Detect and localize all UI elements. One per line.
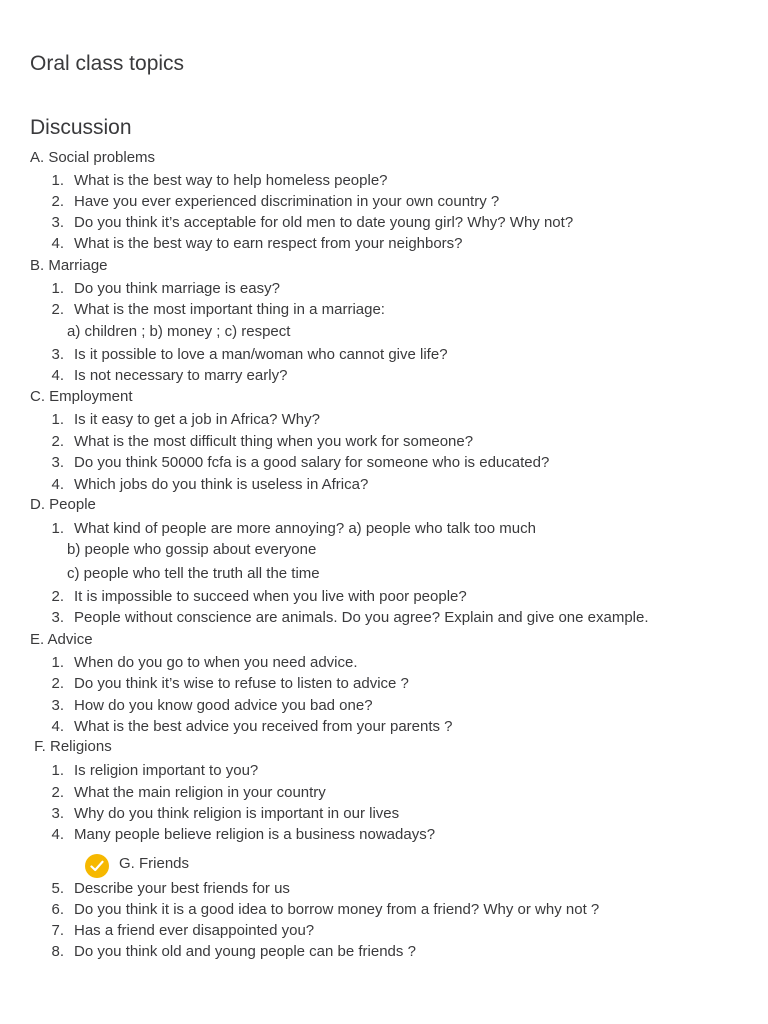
sub-item-option-c: c) people who tell the truth all the time: [67, 565, 320, 582]
section-heading-marriage: B. Marriage: [30, 257, 108, 274]
sub-item-options: a) children ; b) money ; c) respect: [67, 323, 291, 340]
sub-item-option-b: b) people who gossip about everyone: [67, 541, 317, 558]
section-heading-people: D. People: [30, 496, 96, 513]
section-heading-employment: C. Employment: [30, 388, 133, 405]
section-title: Discussion: [30, 116, 132, 139]
document-page: Oral class topics Discussion A. Social problems 1. What is the best way to help homeless people? 2. Have you ever experienced discrimination in your own country ? 3. Do you think it’s acceptable for old men to date young girl? Why? Why not? 4. What is the best way to earn respect from your neighbors? B. Marriage 1. Do you think marriage is easy? 2. What is the most important thing in a marriage: a) children ; b) money ; c) respect 3. Is it possible to love a man/woman who cannot give life? 4. Is not necessary to marry early? C. Employment 1. Is it easy to get a job in Africa? Why? 2. What is the most difficult thing when you work for someone? 3. Do you think 50000 fcfa is a good salary for someone who is educated? 4. Which jobs do you think is useless in Africa? D. People 1. What kind of people are more annoying? a) people who talk too much b) people who gossip about everyone c) people who tell the truth all the time 2. It is impossible to succeed when you live with poor people? 3. People without conscience are animals. Do you agree? Explain and give one example. E. Advice 1. When do you go to when you need advice. 2. Do you think it’s wise to refuse to listen to advice ? 3. How do you know good advice you bad one? 4. What is the best advice you received from your parents ? F. Religions 1. Is religion important to you? 2. What the main religion in your country 3. Why do you think religion is important in our lives 4. Many people believe religion is a business nowadays? G. Friends 5. Describe your best friends for us 6. Do you think it is a good idea to borrow money from a friend? Why or why not ? 7. Has a friend ever disappointed you? 8. Do you think old and young people can be friends ?: [30, 52, 649, 960]
section-heading-religions: F. Religions: [30, 738, 112, 755]
section-heading-social: A. Social problems: [30, 149, 156, 166]
section-heading-advice: E. Advice: [30, 631, 93, 648]
section-heading-friends: G. Friends: [119, 855, 190, 872]
checkmark-icon[interactable]: [85, 854, 109, 878]
doc-title: Oral class topics: [30, 52, 185, 75]
